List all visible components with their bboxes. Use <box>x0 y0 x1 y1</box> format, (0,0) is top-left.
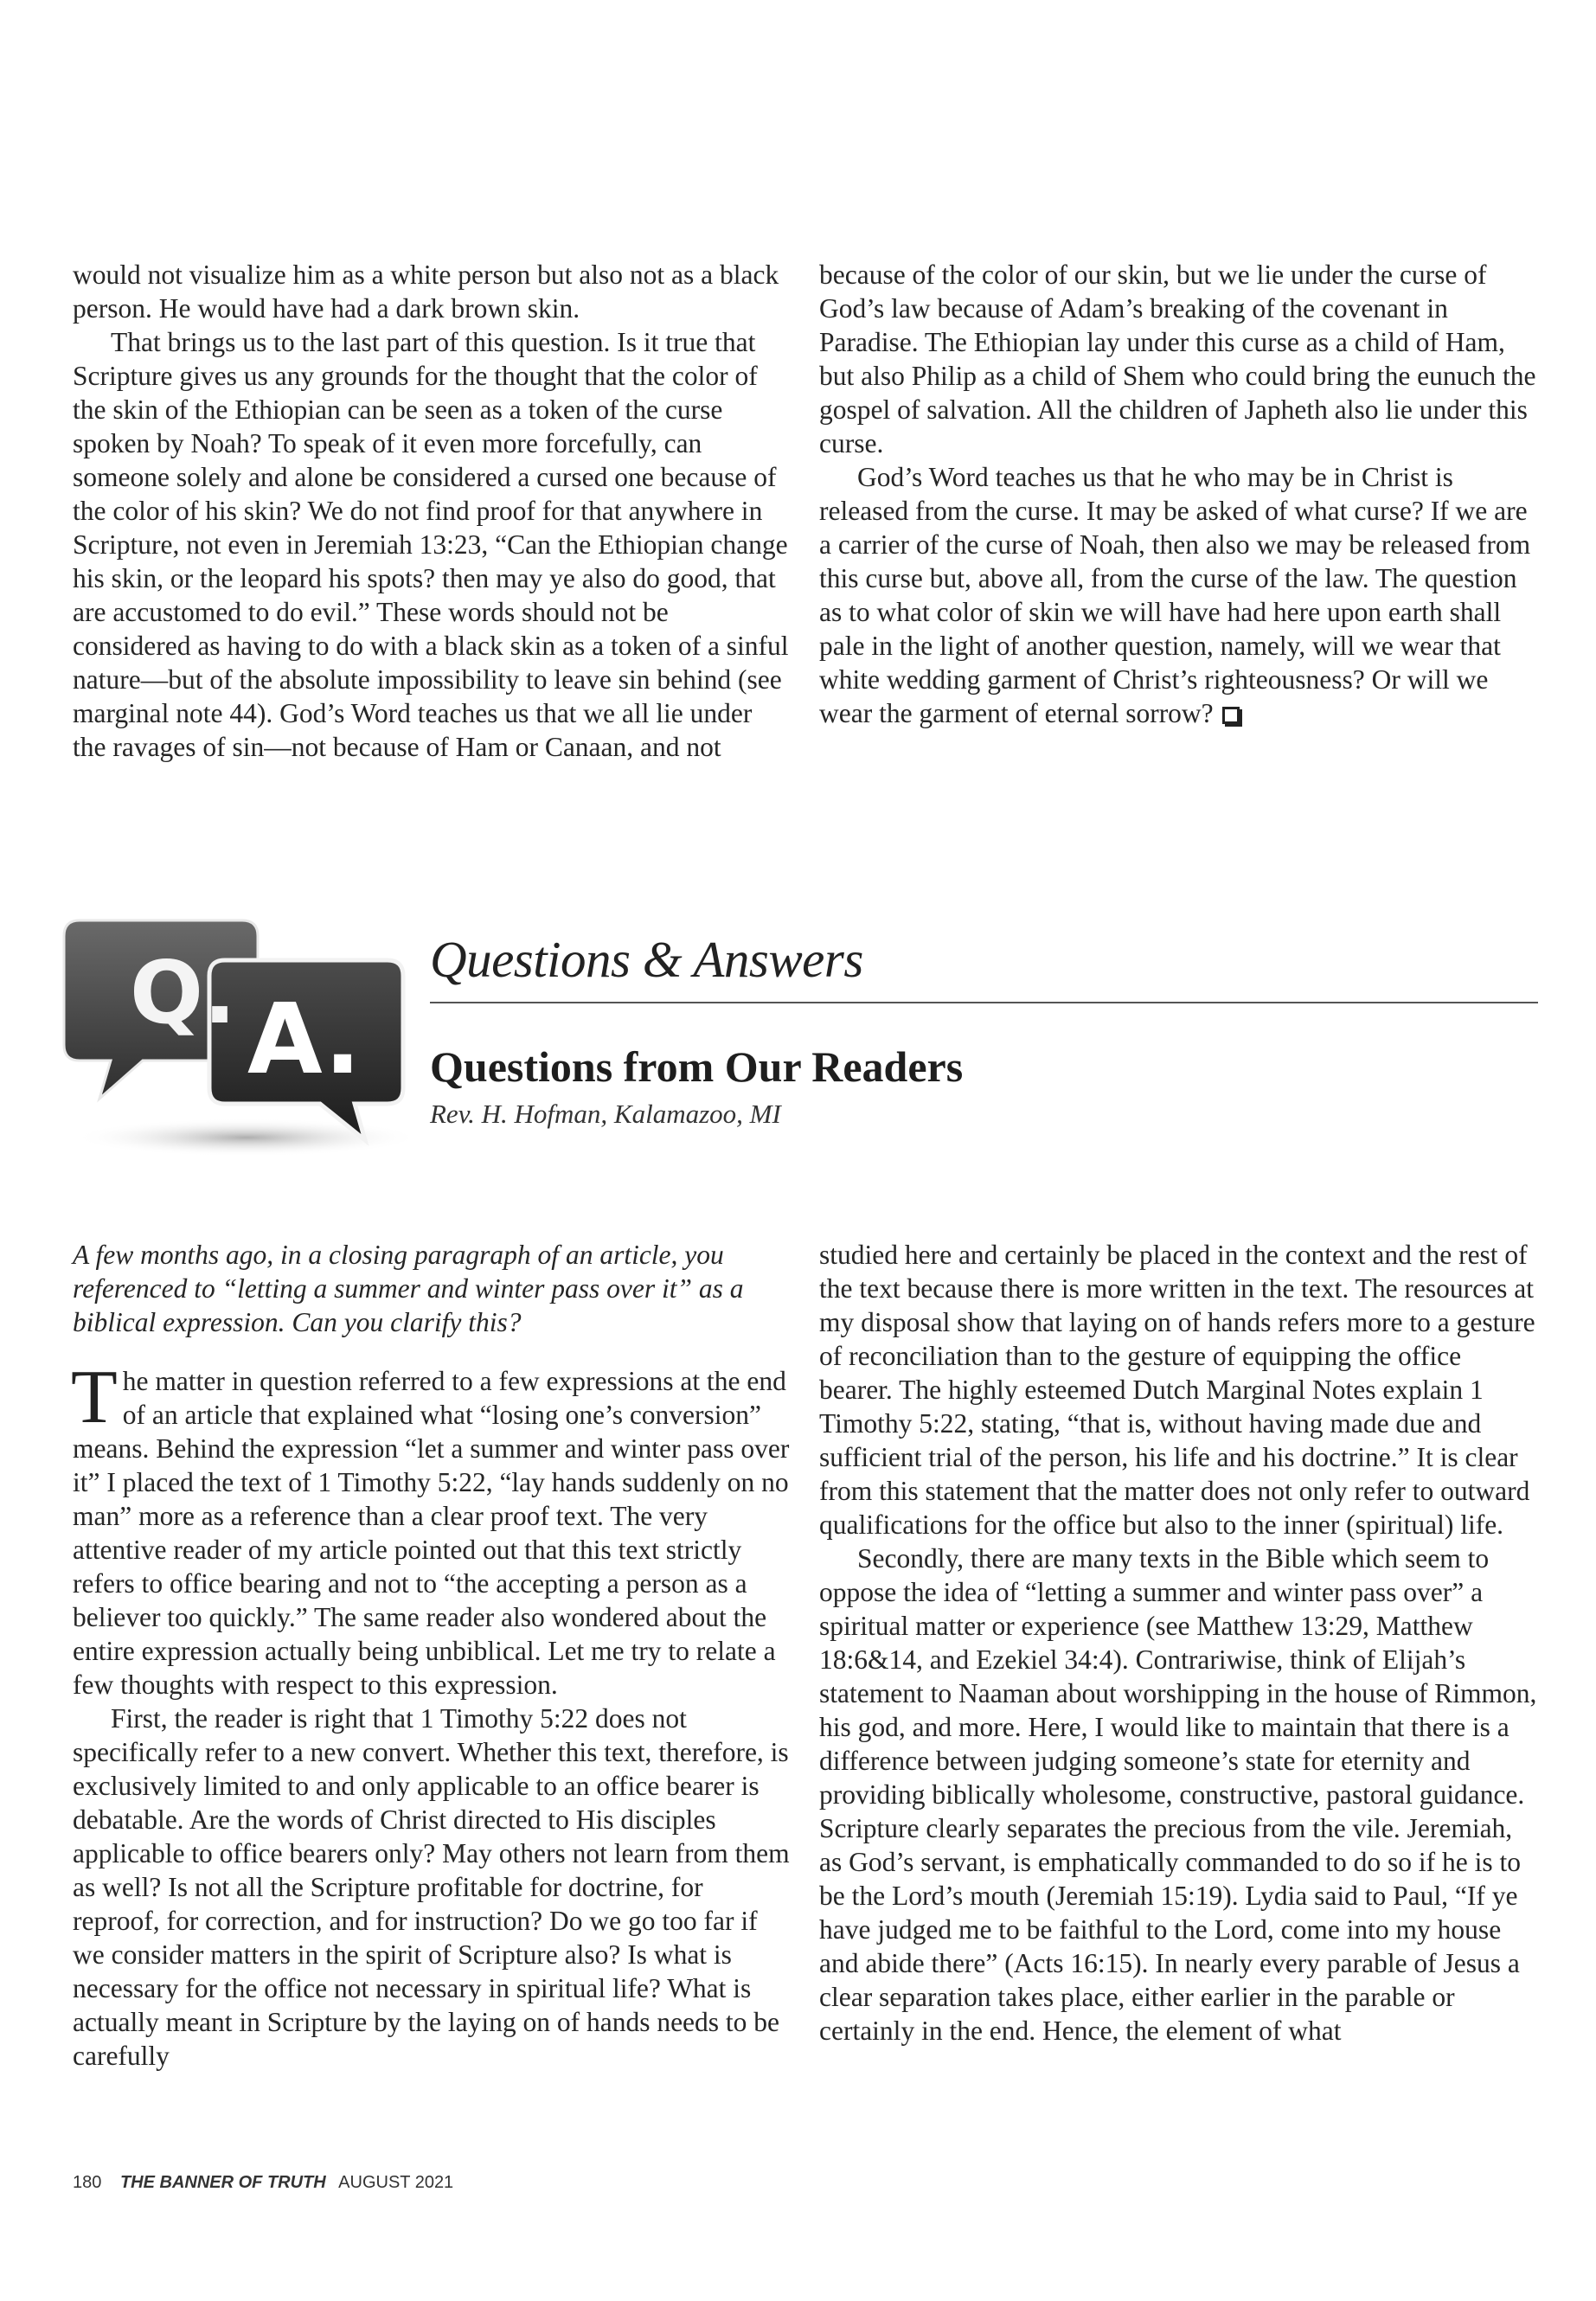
page-footer <box>73 2173 453 2193</box>
continued-column-right <box>819 258 1537 730</box>
paragraph: because of the color of our skin, but we lie under the curse of God’s law because of Adam’s breaking of the covenant in Paradise. The Ethiopian lay under this curse as a child of Ham, but also Philip as a child of Shem who could bring the eunuch the gospel of salvation. All the children of Japheth also lie under this curse. <box>819 260 1536 458</box>
answer-paragraph: Secondly, there are many texts in the Bible which seem to oppose the idea of “letting a summer and winter pass over” a spiritual matter or experience (see Matthew 13:29, Matthew 18:6&14, and Ezekiel 34:4). Contrariwise, think of Elijah’s statement to Naaman about worshipping in the house of Rimmon, his god, and more. Here, I would like to maintain that there is a difference between judging someone’s state for eternity and providing biblically wholesome, constructive, pastoral guidance. Scripture clearly separates the precious from the vile. Jeremiah, as God’s servant, is emphatically commanded to do so if he is to be the Lord’s mouth (Jeremiah 15:19). Lydia said to Paul, “If ye have judged me to be faithful to the Lord, come into my house and abide there” (Acts 16:15). In nearly every parable of Jesus a clear separation takes place, either earlier in the parable or certainly in the end. Hence, the element of what <box>819 1543 1537 2046</box>
paragraph <box>819 460 1537 730</box>
qa-logo <box>61 917 415 1159</box>
end-of-article-icon <box>1222 707 1240 724</box>
section-divider <box>430 1002 1538 1003</box>
page-number: 180 <box>73 2173 102 2192</box>
issue-date: AUGUST 2021 <box>338 2173 454 2192</box>
logo-q-text: Q. <box>130 942 236 1043</box>
paragraph: That brings us to the last part of this question. Is it true that Scripture gives us any grounds for the thought that the color of the skin of the Ethiopian can be seen as a token of the curse spoken by Noah? To speak of it even more forcefully, can someone solely and alone be considered a cursed one because of the color of his skin? We do not find proof for that anywhere in Scripture, not even in Jeremiah 13:23, “Can the Ethiopian change his skin, or the leopard his spots? then may ye also do good, that are accustomed to do evil.” These words should not be considered as having to do with a black skin as a token of a sinful nature—but of the absolute impossibility to leave sin behind (see marginal note 44). God’s Word teaches us that we all lie under the ravages of sin—not because of Ham or Canaan, and not <box>73 327 789 762</box>
logo-a-text: A. <box>247 984 362 1096</box>
answer-paragraph: studied here and certainly be placed in the context and the rest of the text because there is more written in the text. The resources at my disposal show that laying on of hands refers more to a gesture of reconciliation than to the gesture of equipping the office bearer. The highly esteemed Dutch Marginal Notes explain 1 Timothy 5:22, stating, “that is, without having made due and sufficient trial of the person, his life and his doctrine.” It is clear from this statement that the matter does not only refer to outward qualifications for the office but also to the inner (spiritual) life. <box>819 1240 1535 1540</box>
article-title: Questions from Our Readers <box>430 1042 964 1091</box>
reader-question: A few months ago, in a closing paragraph of an article, you referenced to “letting a summer and winter pass over it” as a biblical expression. Can you clarify this? <box>73 1240 744 1337</box>
section-title: Questions & Answers <box>430 931 863 988</box>
magazine-name: THE BANNER OF TRUTH <box>119 2173 326 2192</box>
answer-paragraph <box>71 1356 791 1702</box>
drop-cap: T <box>71 1356 118 1439</box>
answer-text: he matter in question referred to a few expressions at the end of an article that explained what “losing one’s conversion” means. Behind the expression “let a summer and winter pass over it” I placed the text of 1 Timothy 5:22, “lay hands suddenly on no man” more as a reference than a clear proof text. The very attentive reader of my article pointed out that this text strictly refers to office bearing and not to “the accepting a person as a believer too quickly.” The same reader also wondered about the entire expression actually being unbiblical. Let me try to relate a few thoughts with respect to this expression. <box>73 1366 790 1700</box>
continued-column-left <box>73 258 791 764</box>
article-column-left <box>73 1238 791 2073</box>
paragraph: would not visualize him as a white person but also not as a black person. He would have had a dark brown skin. <box>73 260 779 324</box>
answer-paragraph: First, the reader is right that 1 Timothy 5:22 does not specifically refer to a new convert. Whether this text, therefore, is exclusively limited to and only applicable to an office bearer is debatable. Are the words of Christ directed to His disciples applicable to office bearers only? May others not learn from them as well? Is not all the Scripture profitable for doctrine, for reproof, for correction, and for instruction? Do we go too far if we consider matters in the spirit of Scripture also? Is what is necessary for the office not necessary in spiritual life? What is actually meant in Scripture by the laying on of hands needs to be carefully <box>73 1703 790 2071</box>
paragraph-text: God’s Word teaches us that he who may be in Christ is released from the curse. It may be asked of what curse? If we are a carrier of the curse of Noah, then also we may be released from this curse but, above all, from the curse of the law. The question as to what color of skin we will have had here upon earth shall pale in the light of another question, namely, will we wear that white wedding garment of Christ’s righteousness? Or will we wear the garment of eternal sorrow? <box>819 462 1531 728</box>
speech-bubbles-icon <box>61 917 415 1159</box>
byline: Rev. H. Hofman, Kalamazoo, MI <box>430 1099 781 1129</box>
article-column-right <box>819 1238 1537 2048</box>
